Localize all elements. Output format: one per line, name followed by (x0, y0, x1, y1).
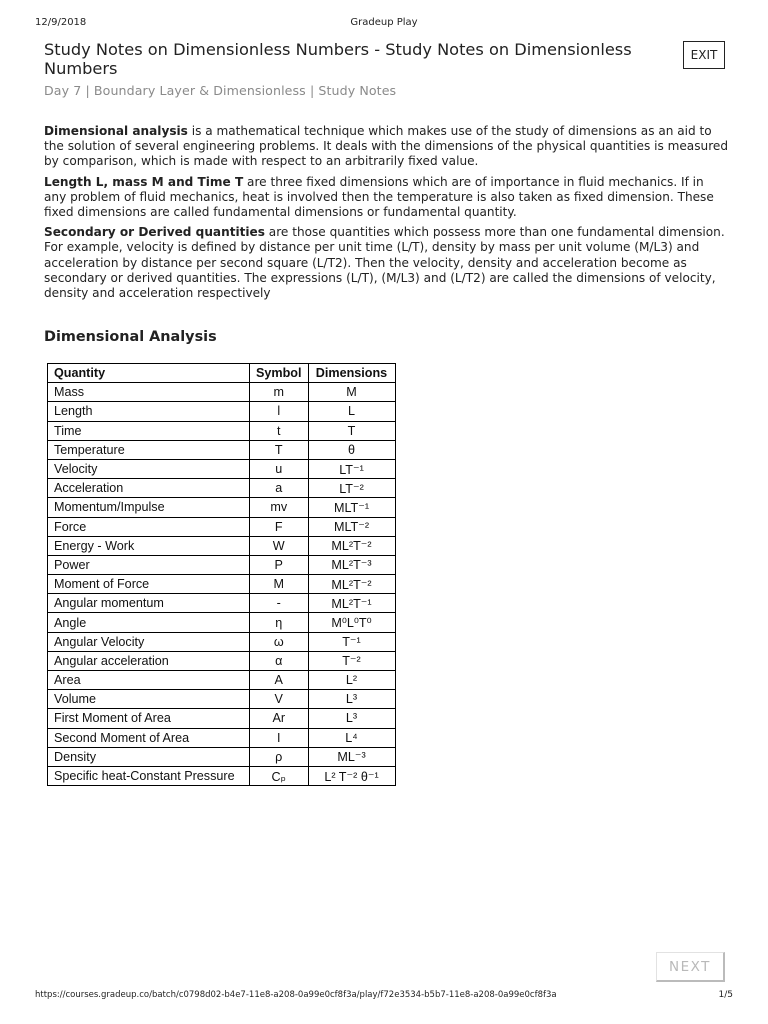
table-header-row (48, 364, 396, 383)
cell-symbol: α (250, 651, 309, 670)
cell-symbol: a (250, 479, 309, 498)
table-row (48, 671, 396, 690)
table-row (48, 517, 396, 536)
table-row (48, 479, 396, 498)
cell-symbol: m (250, 383, 309, 402)
cell-dimensions: L (308, 402, 395, 421)
cell-quantity: Area (48, 671, 250, 690)
paragraph-text: are three fixed dimensions which are of importance in fluid mechanics. If in any problem of fluid mechanics, heat is involved then the temperature is also taken as fixed dimension. These fixed dimensions are called fundamental dimensions or fundamental quantity. (44, 174, 714, 220)
paragraph-derived-quantities (44, 225, 729, 301)
table-row (48, 594, 396, 613)
table-row (48, 402, 396, 421)
exit-button[interactable]: EXIT (683, 41, 725, 69)
cell-quantity: Angular momentum (48, 594, 250, 613)
cell-quantity: Power (48, 555, 250, 574)
column-header-dimensions: Dimensions (308, 364, 395, 383)
cell-quantity: Momentum/Impulse (48, 498, 250, 517)
cell-quantity: Angle (48, 613, 250, 632)
paragraph-bold-term: Length L, mass M and Time T (44, 174, 244, 189)
cell-symbol: Ar (250, 709, 309, 728)
table-row (48, 440, 396, 459)
table-row (48, 690, 396, 709)
cell-quantity: Specific heat-Constant Pressure (48, 766, 250, 785)
cell-dimensions: L³ (308, 709, 395, 728)
cell-symbol: ρ (250, 747, 309, 766)
cell-quantity: Angular acceleration (48, 651, 250, 670)
page-title: Study Notes on Dimensionless Numbers - Study Notes on Dimensionless Numbers (44, 40, 632, 78)
cell-quantity: Force (48, 517, 250, 536)
cell-symbol: I (250, 728, 309, 747)
section-heading: Dimensional Analysis (44, 329, 217, 345)
cell-symbol: η (250, 613, 309, 632)
cell-dimensions: L³ (308, 690, 395, 709)
table-row (48, 459, 396, 478)
paragraph-bold-term: Dimensional analysis (44, 124, 188, 138)
cell-symbol: P (250, 555, 309, 574)
paragraph-fundamental-dimensions (44, 175, 729, 221)
cell-quantity: Angular Velocity (48, 632, 250, 651)
cell-symbol: mv (250, 498, 309, 517)
table-row (48, 498, 396, 517)
table-row (48, 383, 396, 402)
cell-symbol: T (250, 440, 309, 459)
notes-content (44, 124, 729, 306)
cell-quantity: Time (48, 421, 250, 440)
print-site-title: Gradeup Play (350, 17, 418, 28)
cell-dimensions: ML²T⁻² (308, 536, 395, 555)
paragraph-dimensional-analysis (44, 124, 729, 170)
cell-dimensions: L⁴ (308, 728, 395, 747)
cell-symbol: u (250, 459, 309, 478)
cell-dimensions: L² (308, 671, 395, 690)
page-number: 1/5 (718, 990, 733, 1000)
cell-quantity: First Moment of Area (48, 709, 250, 728)
table-row (48, 421, 396, 440)
cell-dimensions: T⁻¹ (308, 632, 395, 651)
cell-quantity: Temperature (48, 440, 250, 459)
cell-symbol: M (250, 575, 309, 594)
cell-dimensions: L² T⁻² θ⁻¹ (308, 766, 395, 785)
table-row (48, 747, 396, 766)
cell-symbol: W (250, 536, 309, 555)
cell-symbol: V (250, 690, 309, 709)
cell-dimensions: ML⁻³ (308, 747, 395, 766)
cell-symbol: t (250, 421, 309, 440)
table-row (48, 575, 396, 594)
table-row (48, 555, 396, 574)
paragraph-text: is a mathematical technique which makes use of the study of dimensions as an aid to the solution of several engineering problems. It deals with the dimensions of the physical quantities is measured by comparison, which is made with respect to an arbitrarily fixed value. (44, 124, 729, 169)
cell-symbol: l (250, 402, 309, 421)
column-header-quantity: Quantity (48, 364, 250, 383)
cell-dimensions: T⁻² (308, 651, 395, 670)
paragraph-bold-term: Secondary or Derived quantities (44, 225, 265, 240)
cell-quantity: Density (48, 747, 250, 766)
cell-quantity: Second Moment of Area (48, 728, 250, 747)
cell-dimensions: M⁰L⁰T⁰ (308, 613, 395, 632)
cell-quantity: Acceleration (48, 479, 250, 498)
cell-dimensions: MLT⁻¹ (308, 498, 395, 517)
table-row (48, 632, 396, 651)
table-row (48, 651, 396, 670)
cell-dimensions: M (308, 383, 395, 402)
cell-dimensions: ML²T⁻¹ (308, 594, 395, 613)
breadcrumb: Day 7 | Boundary Layer & Dimensionless | Study Notes (44, 83, 397, 98)
cell-quantity: Volume (48, 690, 250, 709)
table-row (48, 613, 396, 632)
paragraph-text: are those quantities which possess more than one fundamental dimension. For example, velocity is defined by distance per unit time (L/T), density by mass per unit volume (M/L3) and acceleration by distance per second square (L/T2). Then the velocity, density and acceleration become as secondary or derived quantities. The expressions (L/T), (M/L3) and (L/T2) are called the dimensions of velocity, density and acceleration respectively (44, 225, 725, 301)
cell-quantity: Energy - Work (48, 536, 250, 555)
cell-dimensions: T (308, 421, 395, 440)
cell-quantity: Length (48, 402, 250, 421)
dimensions-table (47, 363, 396, 786)
table-body (48, 383, 396, 786)
column-header-symbol: Symbol (250, 364, 309, 383)
cell-dimensions: ML²T⁻² (308, 575, 395, 594)
print-url: https://courses.gradeup.co/batch/c0798d02-b4e7-11e8-a208-0a99e0cf8f3a/play/f72e3534-b5b7-11e8-a208-0a99e0cf8f3a (35, 990, 557, 1000)
cell-dimensions: LT⁻² (308, 479, 395, 498)
table-row (48, 766, 396, 785)
table-row (48, 536, 396, 555)
cell-dimensions: ML²T⁻³ (308, 555, 395, 574)
cell-dimensions: MLT⁻² (308, 517, 395, 536)
cell-symbol: F (250, 517, 309, 536)
print-footer (35, 990, 733, 1004)
cell-symbol: ω (250, 632, 309, 651)
cell-dimensions: θ (308, 440, 395, 459)
table-row (48, 709, 396, 728)
cell-symbol: Cₚ (250, 766, 309, 785)
next-button[interactable]: NEXT (656, 952, 725, 982)
cell-symbol: - (250, 594, 309, 613)
cell-quantity: Moment of Force (48, 575, 250, 594)
cell-quantity: Velocity (48, 459, 250, 478)
cell-quantity: Mass (48, 383, 250, 402)
print-date: 12/9/2018 (35, 17, 87, 28)
cell-dimensions: LT⁻¹ (308, 459, 395, 478)
cell-symbol: A (250, 671, 309, 690)
table-row (48, 728, 396, 747)
print-header (35, 17, 733, 31)
